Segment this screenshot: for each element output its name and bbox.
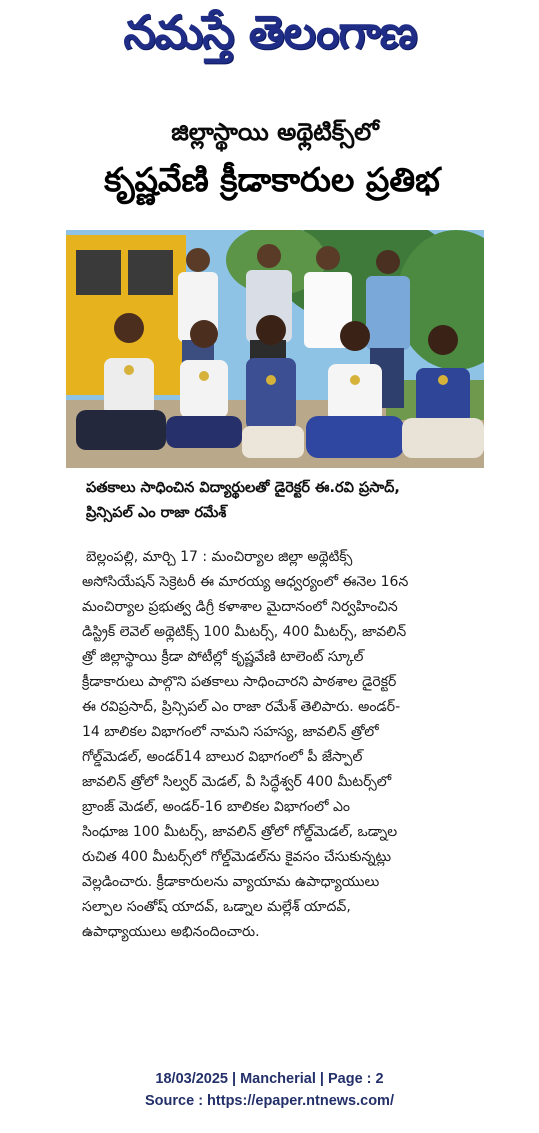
source-footer <box>0 1068 539 1112</box>
body-line: ఉపాధ్యాయులు అభినందించారు. <box>82 924 260 940</box>
body-line: బ్రాంజ్ మెడల్, అండర్-16 బాలికల విభాగంలో ఎం <box>82 799 350 815</box>
body-line: మంచిర్యాల ప్రభుత్వ డిగ్రీ కళాశాల మైదానంలో నిర్వహించిన <box>82 599 398 615</box>
body-line: క్రీడాకారులు పాల్గొని పతకాలు సాధించారని పాఠశాల డైరెక్టర్ <box>82 674 397 690</box>
bus-window <box>76 250 121 295</box>
body-line: బెల్లంపల్లి, మార్చి 17 : మంచిర్యాల జిల్లా అథ్లెటిక్స్ <box>86 549 353 565</box>
body-line: డిస్ట్రిక్ లెవెల్ అథ్లెటిక్స్ 100 మీటర్స్, 400 మీటర్స్, జావలిన్ <box>82 624 407 640</box>
body-line: సింధూజ 100 మీటర్స్, జావలిన్ త్రోలో గోల్డ్‌మెడల్, ఒడ్నాల <box>82 824 398 840</box>
body-line: వెల్లడించారు. క్రీడాకారులను వ్యాయామ ఉపాధ్యాయులు <box>82 874 380 890</box>
body-line: జావలిన్ త్రోలో సిల్వర్ మెడల్, వీ సిద్ధేశ్వర్ 400 మీటర్స్‌లో <box>82 774 392 790</box>
body-line: గోల్డ్‌మెడల్, అండర్14 బాలుర విభాగంలో పీ జేస్పాల్ <box>82 749 363 765</box>
article-kicker: జిల్లాస్థాయి అథ్లెటిక్స్‌లో <box>171 118 379 146</box>
bus-window-2 <box>128 250 173 295</box>
photo-illustration <box>66 230 484 468</box>
photo-caption <box>86 476 490 526</box>
body-line: రుచిత 400 మీటర్స్‌లో గోల్డ్‌మెడల్‌ను కైవసం చేసుకున్నట్లు <box>82 849 392 865</box>
body-line: సల్పాల సంతోష్ యాదవ్, ఒడ్నాల మల్లేశ్ యాదవ్, <box>82 899 351 915</box>
body-line: అసోసియేషన్ సెక్రెటరీ ఈ మారయ్య ఆధ్వర్యంలో ఈనెల 16న <box>82 574 409 590</box>
body-line: ఈ రవిప్రసాద్, ప్రిన్సిపల్ ఎం రాజా రమేశ్ తెలిపారు. అండర్- <box>82 699 401 715</box>
newspaper-masthead: నమస్తే తెలంగాణ <box>123 5 417 59</box>
footer-date-edition: 18/03/2025 | Mancherial | Page : 2 <box>155 1071 384 1087</box>
caption-line: ప్రిన్సిపల్ ఎం రాజా రమేశ్ <box>86 505 227 521</box>
article-headline: కృష్ణవేణి క్రీడాకారుల ప్రతిభ <box>104 160 440 199</box>
body-line: త్రో జిల్లాస్థాయి క్రీడా పోటీల్లో కృష్ణవేణి టాలెంట్ స్కూల్ <box>82 649 364 665</box>
article-body <box>82 545 522 945</box>
caption-line: పతకాలు సాధించిన విద్యార్థులతో డైరెక్టర్ ఈ.రవి ప్రసాద్, <box>86 480 400 496</box>
body-line: 14 బాలికల విభాగంలో నామని సహస్య, జావలిన్ త్రోలో <box>82 724 379 740</box>
group-photo <box>66 230 484 468</box>
footer-source-link[interactable]: Source : https://epaper.ntnews.com/ <box>145 1093 394 1109</box>
